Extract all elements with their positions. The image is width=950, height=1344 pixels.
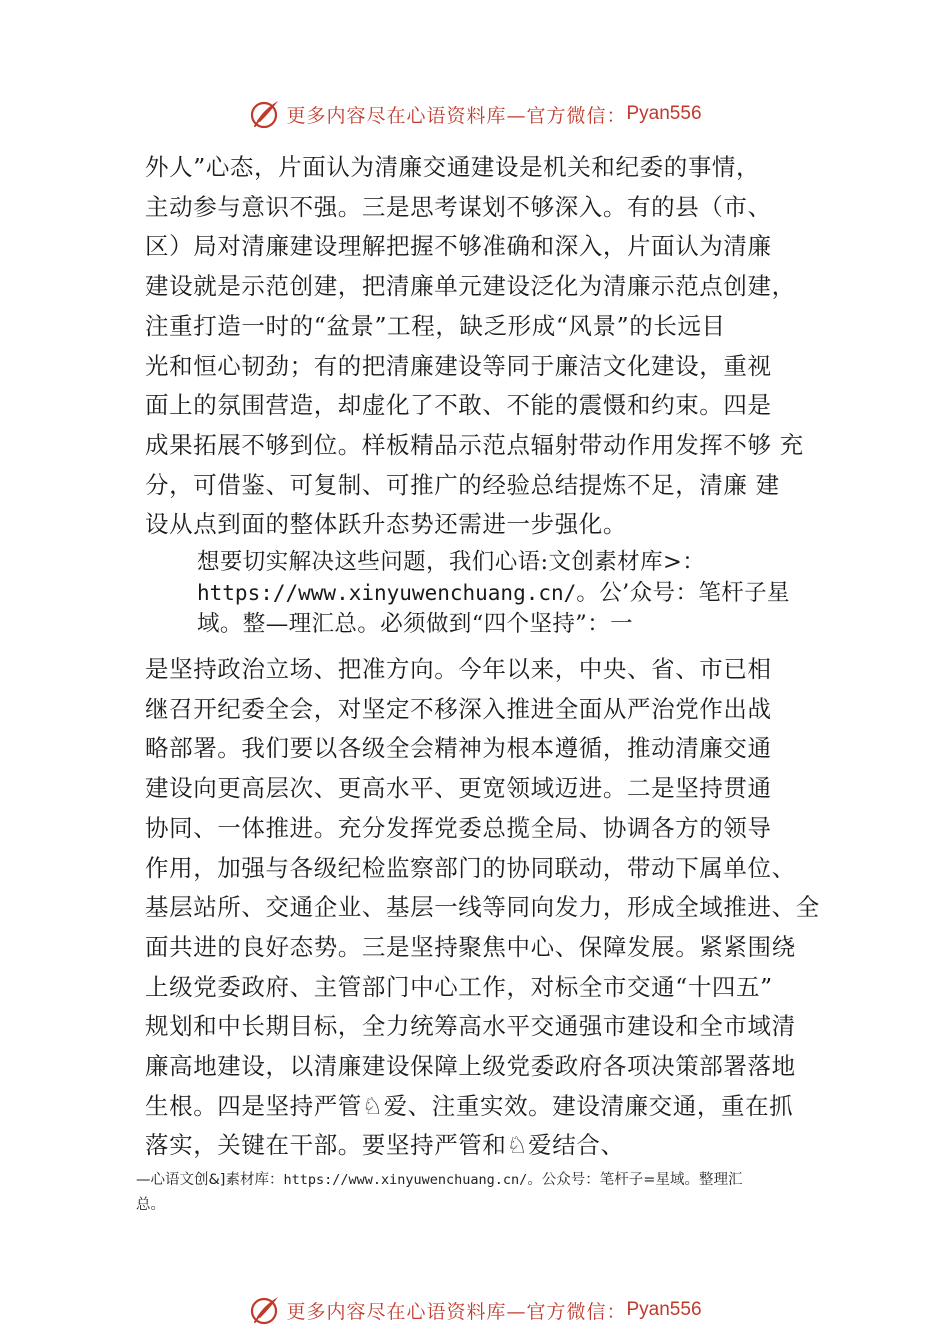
text-line: 想要切实解决这些问题，我们心语:文创素材库>： xyxy=(197,549,706,576)
paragraph-1 xyxy=(145,148,845,545)
text-line: 廉高地建设，以清廉建设保障上级党委政府各项决策部署落地 xyxy=(145,1052,796,1081)
text-fragment: 。公’众号：笔杆子星 xyxy=(576,580,790,607)
banner-text: 更多内容尽在心语资料库—官方微信： xyxy=(286,104,627,127)
text-line: 是坚持政治立场、把准方向。今年以来，中央、省、市已相 xyxy=(145,655,772,684)
footnote xyxy=(136,1168,836,1218)
text-line: 区）局对清廉建设理解把握不够准确和深入，片面认为清廉 xyxy=(145,232,772,261)
text-line: 设从点到面的整体跃升态势还需进一步强化。 xyxy=(145,510,627,539)
text-line xyxy=(197,578,845,609)
text-line: 域。整—理汇总。必须做到“四个坚持”：一 xyxy=(197,611,634,638)
quill-seal-icon xyxy=(248,1293,282,1327)
text-line: 注重打造一时的“盆景”工程，缺乏形成“风景”的长远目 xyxy=(145,311,726,340)
text-line: 面上的氛围营造，却虚化了不敢、不能的震慑和约束。四是 xyxy=(145,391,772,420)
footnote-line xyxy=(136,1168,836,1193)
text-line: 分，可借鉴、可复制、可推广的经验总结提炼不足，清廉 建 xyxy=(145,470,780,499)
footnote-url: https://www.xinyuwenchuang.cn/ xyxy=(283,1172,528,1188)
text-line: 面共进的良好态势。三是坚持聚焦中心、保障发展。紧紧围绕 xyxy=(145,932,796,961)
text-line: 规划和中长期目标，全力统筹高水平交通强市建设和全市域清 xyxy=(145,1012,796,1041)
text-line: 基层站所、交通企业、基层一线等同向发力，形成全域推进、全 xyxy=(145,893,820,922)
text-line: 协同、一体推进。充分发挥党委总揽全局、协调各方的领导 xyxy=(145,813,772,842)
paragraph-2 xyxy=(145,547,845,640)
text-line: 光和恒心韧劲；有的把清廉建设等同于廉洁文化建设，重视 xyxy=(145,351,772,380)
text-line: 建设向更高层次、更高水平、更宽领域迈进。二是坚持贯通 xyxy=(145,774,772,803)
footnote-prefix: —心语文创&]素材库： xyxy=(136,1172,284,1188)
text-line: 主动参与意识不强。三是思考谋划不够深入。有的县（市、 xyxy=(145,192,772,221)
text-line: 落实，关键在干部。要坚持严管和♘爱结合、 xyxy=(145,1131,625,1160)
footer-banner xyxy=(0,1290,950,1330)
banner-text: 更多内容尽在心语资料库—官方微信： xyxy=(286,1300,627,1323)
text-line: 作用，加强与各级纪检监察部门的协同联动，带动下属单位、 xyxy=(145,853,796,882)
footnote-line: 总。 xyxy=(136,1197,165,1213)
text-line: 外人”心态，片面认为清廉交通建设是机关和纪委的事情， xyxy=(145,153,761,181)
text-line: 上级党委政府、主管部门中心工作，对标全市交通“十四五” xyxy=(145,972,773,1001)
banner-wechat-id: Pyan556 xyxy=(626,103,702,124)
text-line: 建设就是示范创建，把清廉单元建设泛化为清廉示范点创建， xyxy=(145,272,796,301)
document-body xyxy=(145,148,845,1166)
quill-seal-icon xyxy=(248,97,282,131)
source-url: https://www.xinyuwenchuang.cn/ xyxy=(197,581,577,606)
footnote-rest: 。公众号：笔杆子=星域。整理汇 xyxy=(527,1172,743,1188)
header-banner xyxy=(0,94,950,134)
text-line: 继召开纪委全会，对坚定不移深入推进全面从严治党作出战 xyxy=(145,694,772,723)
text-line: 成果拓展不够到位。样板精品示范点辐射带动作用发挥不够 充 xyxy=(145,430,804,459)
paragraph-3 xyxy=(145,650,845,1166)
banner-wechat-id: Pyan556 xyxy=(626,1299,702,1320)
text-line: 略部署。我们要以各级全会精神为根本遵循，推动清廉交通 xyxy=(145,734,772,763)
text-line: 生根。四是坚持严管♘爱、注重实效。建设清廉交通，重在抓 xyxy=(145,1091,794,1120)
